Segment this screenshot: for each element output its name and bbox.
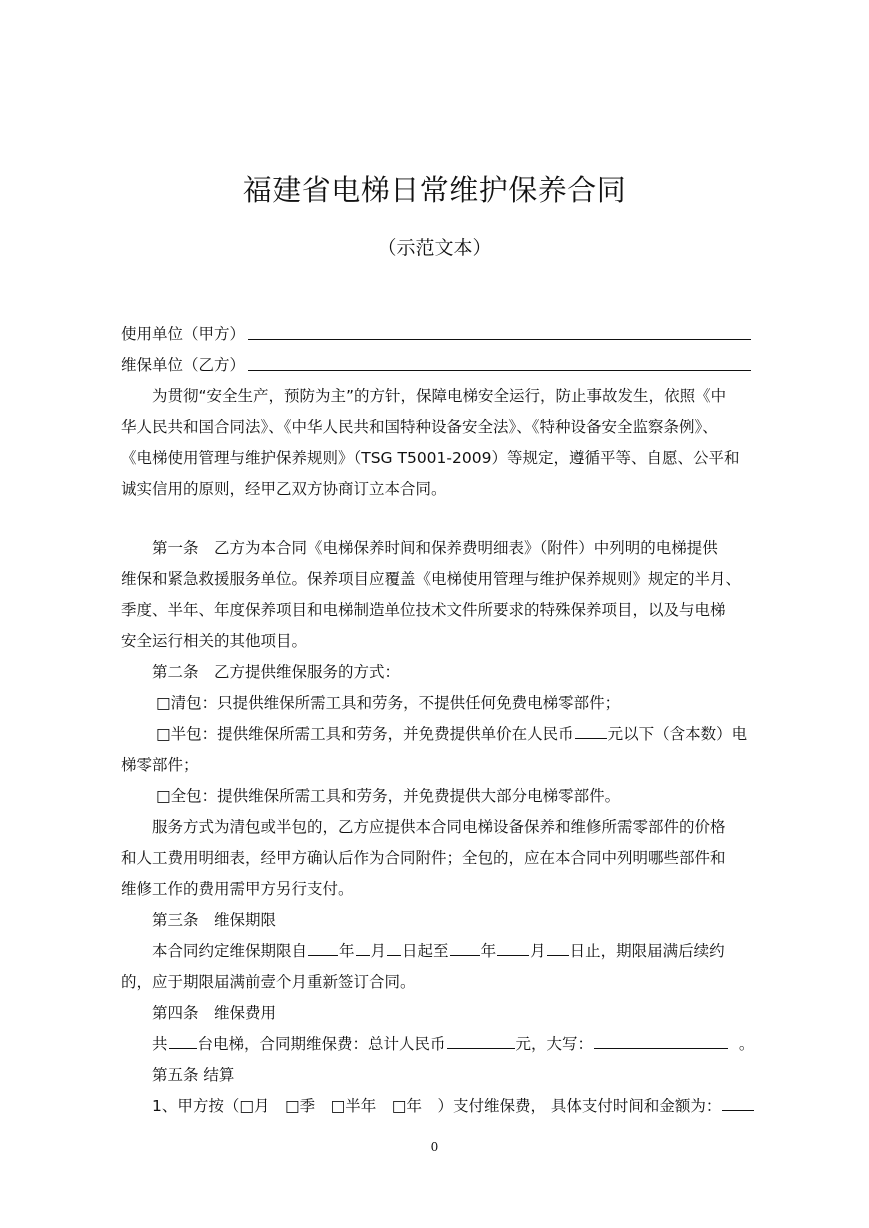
art4-period: 。 (738, 1035, 755, 1053)
intro-line-3: 《电梯使用管理与维护保养规则》（TSG T5001-2009）等规定，遵循平等、自愿、公平和 (121, 449, 740, 467)
blank-payment-details[interactable] (722, 1095, 754, 1111)
art1-line-1: 第一条 乙方为本合同《电梯保养时间和保养费明细表》（附件）中列明的电梯提供 (152, 539, 718, 557)
art2-body-1: 服务方式为清包或半包的，乙方应提供本合同电梯设备保养和维修所需零部件的价格 (152, 818, 726, 836)
blank-amount-words[interactable] (594, 1033, 728, 1049)
art3-year: 年 (339, 942, 355, 960)
art1-line-2: 维保和紧急救援服务单位。保养项目应覆盖《电梯使用管理与维护保养规则》规定的半月、 (121, 570, 742, 588)
party-b-label: 维保单位（乙方） (121, 356, 246, 374)
option-qingbao[interactable]: □清包：只提供维保所需工具和劳务，不提供任何免费电梯零部件； (156, 694, 621, 712)
intro-line-2: 华人民共和国合同法》、《中华人民共和国特种设备安全法》、《特种设备安全监察条例》、 (121, 418, 718, 436)
art3-title: 第三条 维保期限 (152, 911, 277, 929)
party-a-label: 使用单位（甲方） (121, 325, 246, 343)
option-banbao[interactable] (156, 722, 747, 744)
art4-title: 第四条 维保费用 (152, 1004, 277, 1022)
option-quanbao[interactable]: □全包：提供维保所需工具和劳务，并免费提供大部分电梯零部件。 (156, 787, 621, 805)
party-a-field[interactable] (248, 339, 751, 340)
art4-text-a: 共 (152, 1035, 168, 1053)
option-banbao-line-2: 梯零部件； (121, 756, 199, 774)
option-banbao-text: □半包：提供维保所需工具和劳务，并免费提供单价在人民币 (156, 725, 574, 743)
blank-end-day[interactable] (547, 940, 569, 956)
blank-end-month[interactable] (497, 940, 529, 956)
art1-line-3: 季度、半年、年度保养项目和电梯制造单位技术文件所要求的特殊保养项目，以及与电梯 (121, 601, 726, 619)
blank-price[interactable] (575, 723, 607, 739)
party-b-field[interactable] (248, 370, 751, 371)
blank-start-year[interactable] (308, 940, 338, 956)
art3-month: 月 (370, 942, 387, 960)
art3-from: 日起至 (402, 942, 449, 960)
art1-line-4: 安全运行相关的其他项目。 (121, 632, 308, 650)
option-banbao-text-2: 元以下（含本数）电 (607, 725, 748, 743)
art3-line-2: 的，应于期限届满前壹个月重新签订合同。 (121, 973, 416, 991)
art2-body-2: 和人工费用明细表，经甲方确认后作为合同附件；全包的，应在本合同中列明哪些部件和 (121, 849, 726, 867)
document-title: 福建省电梯日常维护保养合同 (242, 173, 627, 207)
intro-line-4: 诚实信用的原则，经甲乙双方协商订立本合同。 (121, 480, 447, 498)
blank-amount[interactable] (447, 1033, 515, 1049)
art2-title: 第二条 乙方提供维保服务的方式： (152, 663, 401, 681)
party-b-row (121, 353, 245, 375)
art3-month-2: 月 (530, 942, 546, 960)
blank-start-month[interactable] (356, 940, 370, 956)
page-number: 0 (430, 1140, 439, 1154)
art5-line (152, 1094, 755, 1116)
art3-to: 日止，期限届满后续约 (569, 942, 725, 960)
art4-text-c: 元，大写： (515, 1035, 594, 1053)
art4-text-b: 台电梯，合同期维保费：总计人民币 (197, 1035, 446, 1053)
blank-start-day[interactable] (387, 940, 401, 956)
art4-line (152, 1032, 754, 1054)
art5-text: 1、甲方按（□月 □季 □半年 □年 ）支付维保费， 具体支付时间和金额为： (152, 1097, 722, 1115)
blank-elevator-count[interactable] (169, 1033, 197, 1049)
art2-body-3: 维修工作的费用需甲方另行支付。 (121, 880, 354, 898)
document-subtitle: （示范文本） (377, 237, 492, 259)
art3-year-2: 年 (480, 942, 497, 960)
art3-line-1 (152, 939, 725, 961)
art3-text: 本合同约定维保期限自 (152, 942, 308, 960)
art5-title: 第五条 结算 (152, 1066, 235, 1084)
blank-end-year[interactable] (450, 940, 480, 956)
party-a-row (121, 322, 245, 344)
intro-line-1: 为贯彻“安全生产，预防为主”的方针，保障电梯安全运行，防止事故发生，依照《中 (152, 387, 727, 405)
